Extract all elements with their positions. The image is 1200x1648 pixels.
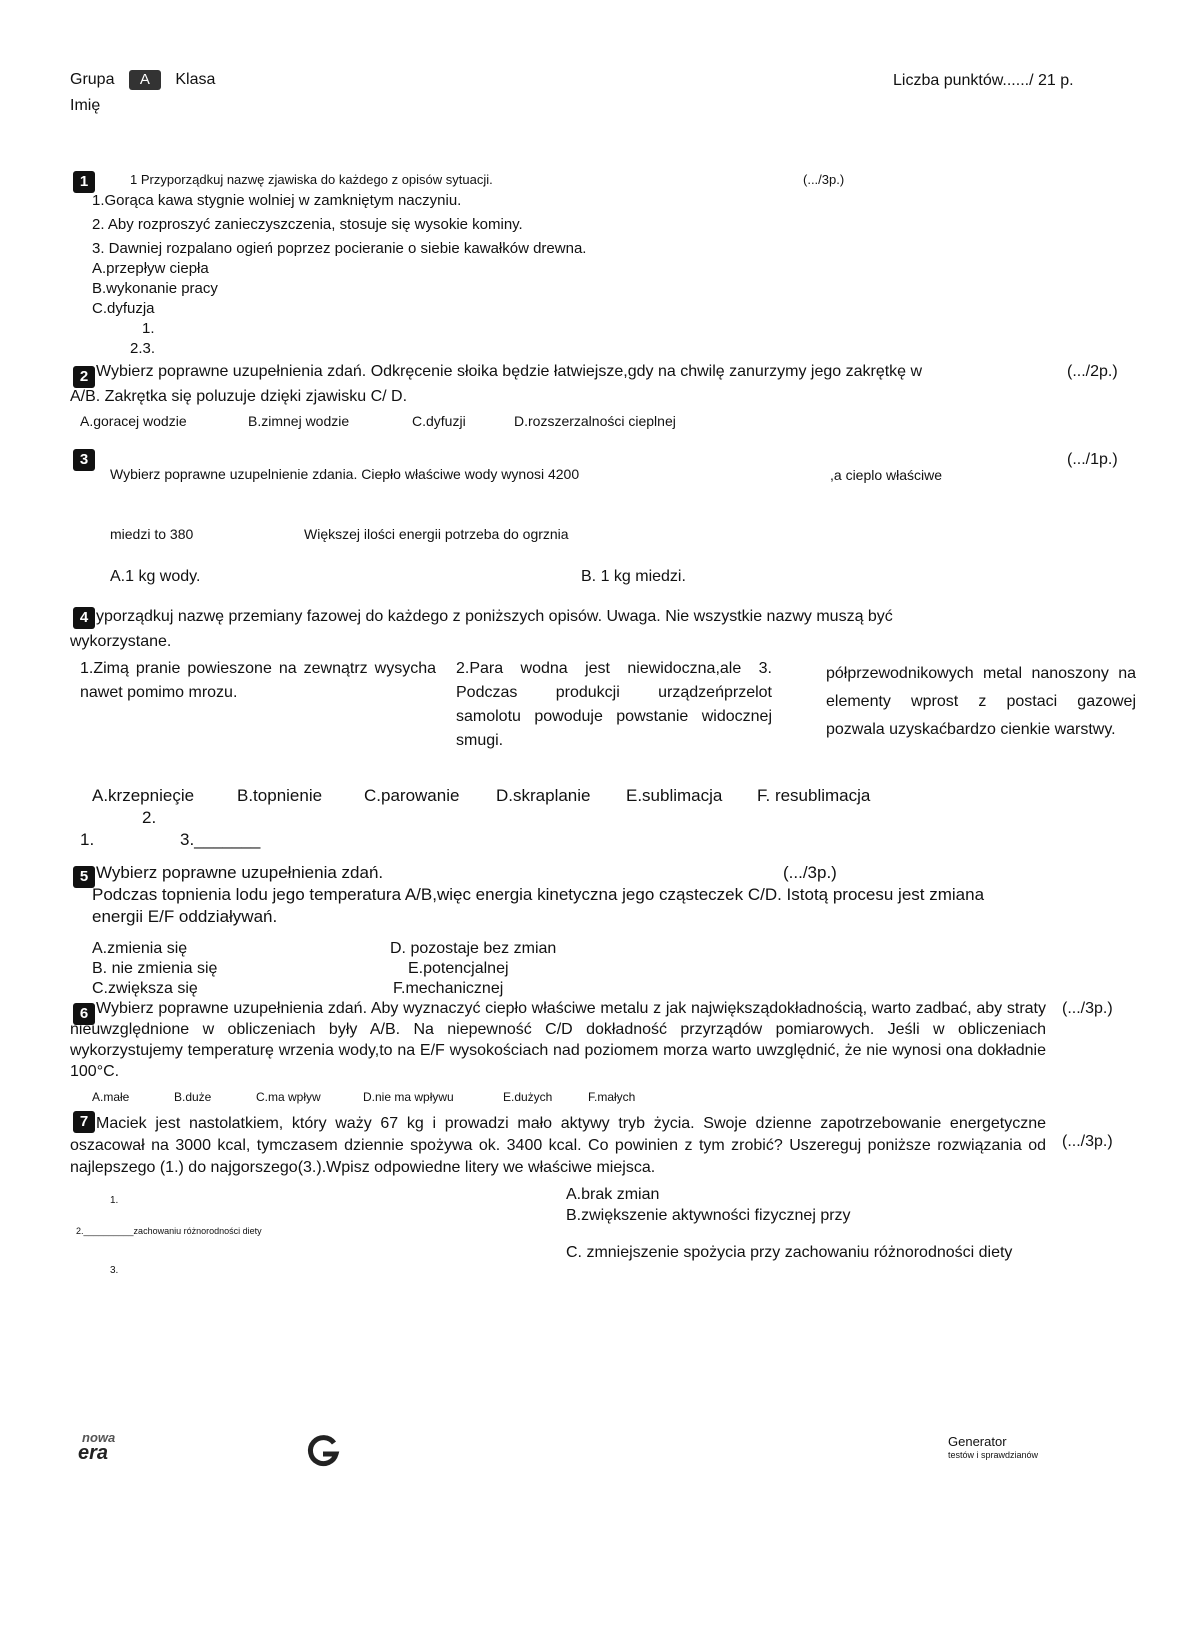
q4-option-b: B.topnienie <box>237 786 323 805</box>
q1-answer-1: 1. <box>142 320 155 337</box>
q4-text-line2: wykorzystane. <box>70 633 172 650</box>
question-5-points: (.../3p.) <box>783 863 837 882</box>
q5-option-a: A.zmienia się <box>92 940 188 957</box>
question-1-points: (.../3p.) <box>803 172 845 187</box>
q6-option-d: D.nie ma wpływu <box>363 1090 454 1104</box>
header-group <box>70 70 215 90</box>
q4-column-2: 2.Para wodna jest niewidoczna,ale 3. Podczas produkcji urządzeńprzelot samolotu powoduje powstanie widocznej smugi. <box>456 660 772 749</box>
q4-option-d: D.skraplanie <box>496 786 591 805</box>
q1-item-2: 2. Aby rozproszyć zanieczyszczenia, stosuje się wysokie kominy. <box>92 216 523 233</box>
q4-option-c: C.parowanie <box>364 786 460 805</box>
q7-text: Maciek jest nastolatkiem, który waży 67 kg i prowadzi mało aktywy tryb życia. Swoje dzienne zapotrzebowanie energetyczne oszacował na 3000 kcal, tymczasem dziennie spożywa ok. 3400 kcal. Co powinien z tym zrobić? Uszereguj poniższe rozwiązania od najlepszego (1.) do najgorszego(3.).Wpisz odpowiedne litery we właściwe miejsca. <box>70 1115 1046 1176</box>
q6-option-a: A.małe <box>92 1090 130 1104</box>
q5-option-b: B. nie zmienia się <box>92 960 218 977</box>
q4-option-e: E.sublimacja <box>626 786 723 805</box>
logo-top-text: nowa <box>82 1430 116 1445</box>
q6-text: Wybierz poprawne uzupełnienia zdań. Aby wyznaczyć ciepło właściwe metalu z jak największądokładnością, warto zadbać, aby straty nieuwzględnione w obliczeniach były A/B. Na niepewność C/D dokładność przyrządów pomiarowych. Jeśli w obliczeniach wykorzystujemy temperaturę wrzenia wody,to na E/F wysokościach nad poziomem morza warto uwzględnić, że nie wynosi ona dokładnie 100°C. <box>70 1000 1046 1080</box>
question-5-number: 5 <box>73 866 95 888</box>
q4-column-3: półprzewodnikowych metal nanoszony na elementy wprost z postaci gazowej pozwala uzyskaćbardzo cienkie warstwy. <box>826 665 1136 738</box>
question-6-points: (.../3p.) <box>1062 1000 1113 1017</box>
q5-option-c: C.zwiększa się <box>92 980 198 997</box>
q7-option-c: C. zmniejszenie spożycia przy zachowaniu różnorodności diety <box>566 1244 1013 1261</box>
q1-answer-3: 3. <box>142 340 156 357</box>
question-7-points: (.../3p.) <box>1062 1133 1113 1150</box>
question-3-points: (.../1p.) <box>1067 451 1118 468</box>
q7-option-a: A.brak zmian <box>566 1186 660 1203</box>
imie-label: Imię <box>70 97 101 114</box>
q3-text: Wybierz poprawne uzupelnienie zdania. Ciepło właściwe wody wynosi 4200 <box>110 466 580 482</box>
nowa-era-logo <box>78 1430 148 1468</box>
q5-option-e: E.potencjalnej <box>408 960 509 977</box>
question-3-number: 3 <box>73 449 95 471</box>
q4-option-f: F. resublimacja <box>757 786 871 805</box>
logo-bottom-text: era <box>78 1442 109 1464</box>
q4-option-a: A.krzepnieçie <box>92 786 195 805</box>
generator-title: Generator <box>948 1434 1007 1449</box>
question-1-number: 1 <box>73 171 95 193</box>
q7-answer-3: 3. <box>110 1265 119 1276</box>
q1-option-c: C.dyfuzja <box>92 300 155 317</box>
grupa-label: Grupa <box>70 71 115 88</box>
q1-item-1: 1.Gorąca kawa stygnie wolniej w zamkniętym naczyniu. <box>92 192 462 209</box>
q5-option-d: D. pozostaje bez zmian <box>390 940 557 957</box>
q1-answers-2-3 <box>130 340 155 357</box>
q2-option-d: D.rozszerzalności cieplnej <box>514 413 676 429</box>
question-6-number: 6 <box>73 1003 95 1025</box>
grupa-badge: A <box>129 70 161 90</box>
generator-subtitle: testów i sprawdzianów <box>948 1450 1039 1460</box>
q1-option-a: A.przepływ ciepła <box>92 260 209 277</box>
q6-option-f: F.małych <box>588 1090 636 1104</box>
q2-text-line1: Wybierz poprawne uzupełnienia zdań. Odkręcenie słoika będzie łatwiejsze,gdy na chwilę zanurzymy jego zakrętkę w <box>96 363 923 380</box>
q2-text-line2: A/B. Zakrętka się poluzuje dzięki zjawisku C/ D. <box>70 388 408 405</box>
q3-line2-left: miedzi to 380 <box>110 526 194 542</box>
q4-answer-2: 2. <box>142 808 157 827</box>
q7-answer-1: 1. <box>110 1195 119 1206</box>
generator-g-icon <box>305 1434 341 1470</box>
q4-text-line1: yporządkuj nazwę przemiany fazowej do każdego z poniższych opisów. Uwaga. Nie wszystkie nazwy muszą być <box>96 608 893 625</box>
q6-option-b: B.duże <box>174 1090 212 1104</box>
q7-answer-2: 2.__________zachowaniu różnorodności diety <box>76 1226 262 1236</box>
q2-option-a: A.goracej wodzie <box>80 413 187 429</box>
q5-text-line1: Podczas topnienia lodu jego temperatura A/B,więc energia kinetyczna jego cząsteczek C/D. Istotą procesu jest zmiana <box>92 885 985 904</box>
q2-option-c: C.dyfuzji <box>412 413 466 429</box>
total-points: Liczba punktów....../ 21 p. <box>893 72 1074 89</box>
q6-option-e: E.dużych <box>503 1090 553 1104</box>
q3-text-right: ,a cieplo właściwe <box>830 467 943 483</box>
q5-option-f: F.mechanicznej <box>393 980 504 997</box>
question-5-title: Wybierz poprawne uzupełnienia zdań. <box>96 863 384 882</box>
question-2-number: 2 <box>73 366 95 388</box>
klasa-label: Klasa <box>175 71 216 88</box>
q5-text-line2: energii E/F oddziaływań. <box>92 907 278 926</box>
question-1-title: 1 Przyporządkuj nazwę zjawiska do każdego z opisów sytuacji. <box>130 172 493 187</box>
q4-answer-3: 3._______ <box>180 830 261 849</box>
q1-answer-2: 2. <box>130 340 143 357</box>
question-2-points: (.../2p.) <box>1067 363 1118 380</box>
q6-option-c: C.ma wpływ <box>256 1090 321 1104</box>
q7-option-b: B.zwiększenie aktywności fizycznej przy <box>566 1207 851 1224</box>
q4-column-1: 1.Zimą pranie powieszone na zewnątrz wysycha nawet pomimo mrozu. <box>80 660 436 701</box>
q1-option-b: B.wykonanie pracy <box>92 280 218 297</box>
q3-line2-right: Większej ilości energii potrzeba do ogrznia <box>304 526 569 542</box>
q3-option-b: B. 1 kg miedzi. <box>581 568 686 585</box>
q2-option-b: B.zimnej wodzie <box>248 413 350 429</box>
q1-item-3: 3. Dawniej rozpalano ogień poprzez pocieranie o siebie kawałków drewna. <box>92 240 587 257</box>
q3-option-a: A.1 kg wody. <box>110 568 201 585</box>
question-7-number: 7 <box>73 1111 95 1133</box>
question-4-number: 4 <box>73 607 95 629</box>
q4-answer-1: 1. <box>80 830 95 849</box>
